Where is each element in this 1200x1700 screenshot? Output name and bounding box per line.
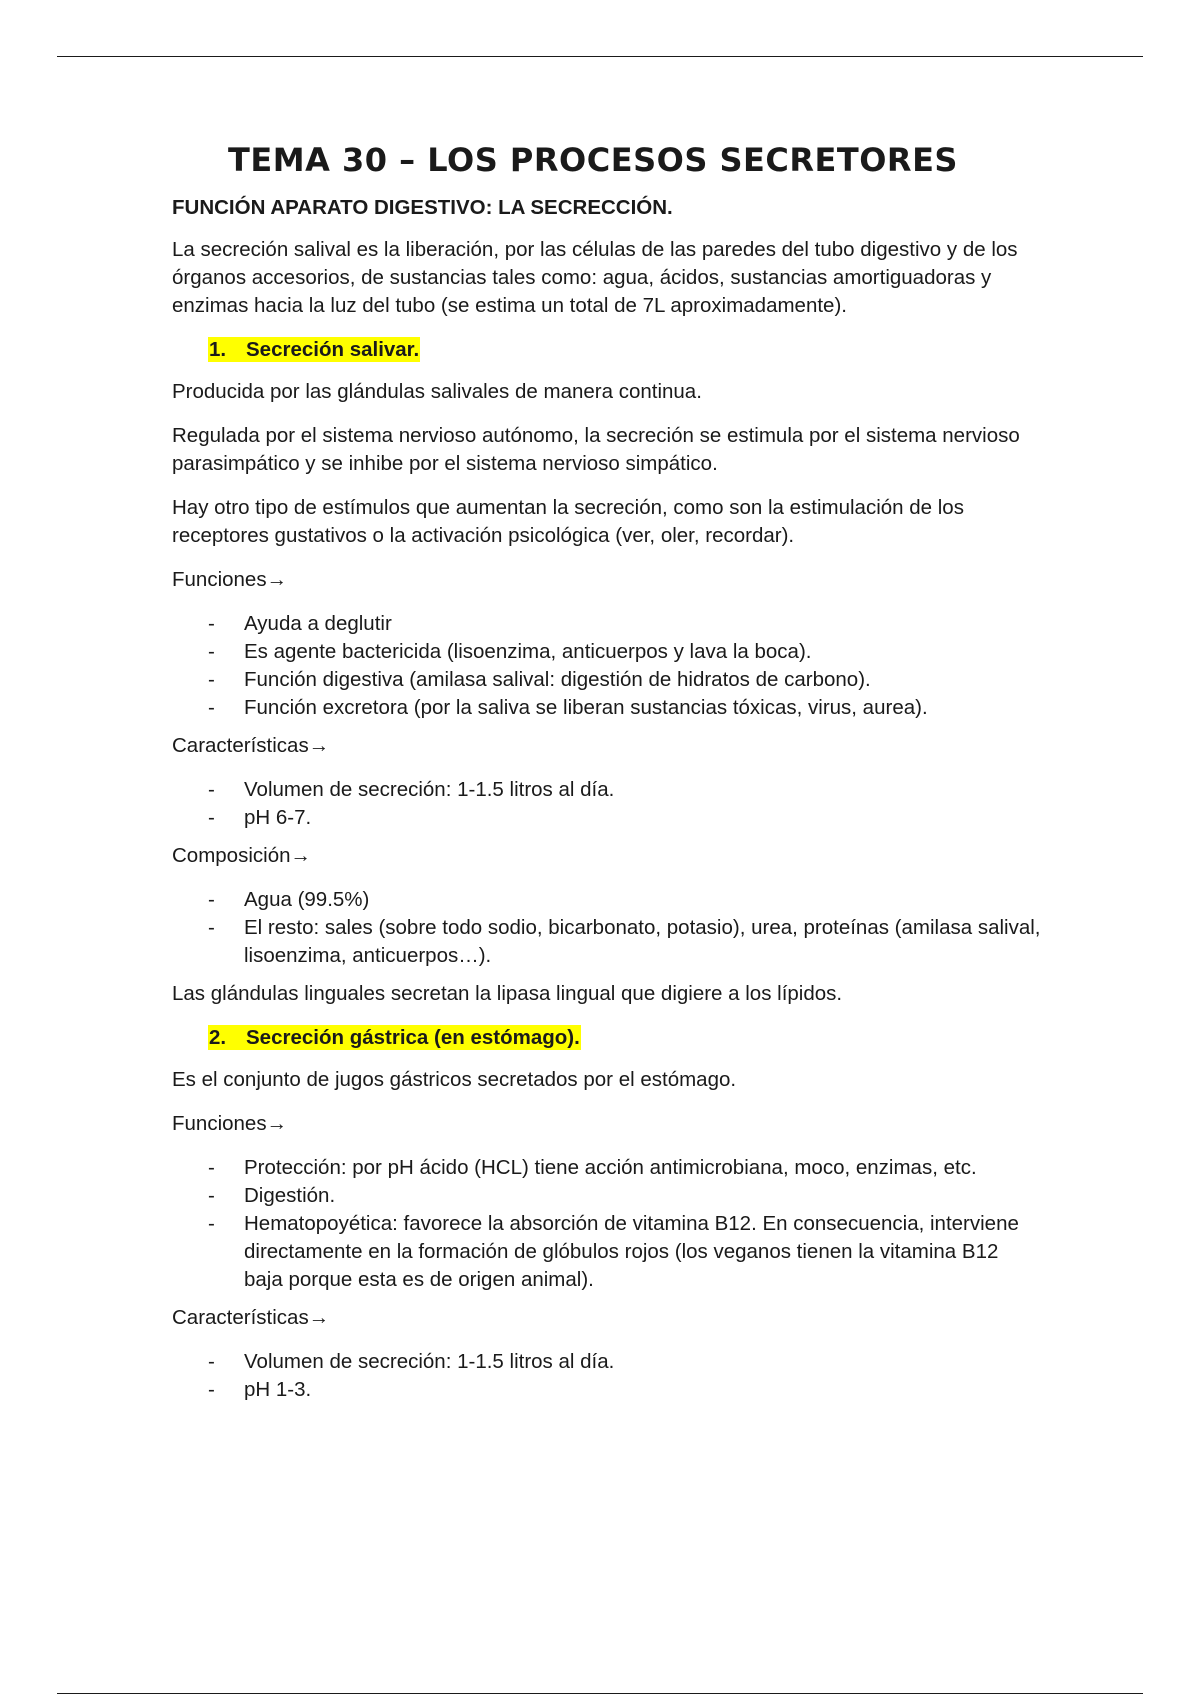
dash-bullet: - bbox=[208, 1184, 215, 1207]
list-item: - Protección: por pH ácido (HCL) tiene acción antimicrobiana, moco, enzimas, etc. bbox=[172, 1154, 1042, 1182]
footer-rule bbox=[57, 1693, 1143, 1694]
funciones-list bbox=[172, 610, 1042, 722]
paragraph: Es el conjunto de jugos gástricos secretados por el estómago. bbox=[172, 1068, 737, 1091]
list-item: - Función excretora (por la saliva se liberan sustancias tóxicas, virus, aurea). bbox=[172, 694, 1042, 722]
list-item: - Agua (99.5%) bbox=[172, 886, 1042, 914]
header-rule bbox=[57, 56, 1143, 57]
funciones-label: Funciones→ bbox=[172, 1112, 288, 1135]
section-title: Secreción gástrica (en estómago). bbox=[246, 1026, 580, 1049]
caracteristicas-list bbox=[172, 776, 1042, 832]
list-item: - Función digestiva (amilasa salival: digestión de hidratos de carbono). bbox=[172, 666, 1042, 694]
caracteristicas-list bbox=[172, 1348, 1042, 1404]
dash-bullet: - bbox=[208, 888, 215, 911]
list-item: - pH 1-3. bbox=[172, 1376, 1042, 1404]
dash-bullet: - bbox=[208, 1156, 215, 1179]
composicion-label: Composición→ bbox=[172, 844, 311, 867]
dash-bullet: - bbox=[208, 778, 215, 801]
section-heading-salivar bbox=[208, 336, 1042, 364]
page-title: TEMA 30 – LOS PROCESOS SECRETORES bbox=[228, 141, 958, 179]
dash-bullet: - bbox=[208, 1378, 215, 1401]
section-subtitle: FUNCIÓN APARATO DIGESTIVO: LA SECRECCIÓN. bbox=[172, 196, 673, 219]
caracteristicas-label: Características→ bbox=[172, 734, 330, 757]
dash-bullet: - bbox=[208, 696, 215, 719]
closing-paragraph: Las glándulas linguales secretan la lipasa lingual que digiere a los lípidos. bbox=[172, 982, 843, 1005]
list-item: - Es agente bactericida (lisoenzima, anticuerpos y lava la boca). bbox=[172, 638, 1042, 666]
list-item: - El resto: sales (sobre todo sodio, bicarbonato, potasio), urea, proteínas (amilasa salival, lisoenzima, anticuerpos…). bbox=[208, 916, 1041, 967]
list-item: - pH 6-7. bbox=[172, 804, 1042, 832]
highlight bbox=[208, 1025, 581, 1050]
funciones-list bbox=[172, 1154, 1042, 1294]
section-title: Secreción salivar. bbox=[246, 338, 420, 361]
dash-bullet: - bbox=[208, 1350, 215, 1373]
dash-bullet: - bbox=[208, 916, 215, 939]
dash-bullet: - bbox=[208, 1212, 215, 1235]
section-number: 2. bbox=[209, 1026, 227, 1049]
dash-bullet: - bbox=[208, 668, 215, 691]
caracteristicas-label: Características→ bbox=[172, 1306, 330, 1329]
document-body bbox=[172, 138, 1042, 1414]
paragraph: Regulada por el sistema nervioso autónomo, la secreción se estimula por el sistema nervioso parasimpático y se inhibe por el sistema nervioso simpático. bbox=[172, 424, 1020, 475]
highlight bbox=[208, 337, 420, 362]
paragraph: Hay otro tipo de estímulos que aumentan la secreción, como son la estimulación de los receptores gustativos o la activación psicológica (ver, oler, recordar). bbox=[172, 496, 964, 547]
list-item: - Volumen de secreción: 1-1.5 litros al día. bbox=[172, 1348, 1042, 1376]
composicion-list bbox=[172, 886, 1042, 970]
list-item: - Ayuda a deglutir bbox=[172, 610, 1042, 638]
dash-bullet: - bbox=[208, 612, 215, 635]
list-item: - Volumen de secreción: 1-1.5 litros al día. bbox=[172, 776, 1042, 804]
dash-bullet: - bbox=[208, 640, 215, 663]
paragraph: Producida por las glándulas salivales de manera continua. bbox=[172, 380, 702, 403]
funciones-label: Funciones→ bbox=[172, 568, 288, 591]
intro-paragraph: La secreción salival es la liberación, por las células de las paredes del tubo digestivo y de los órganos accesorios, de sustancias tales como: agua, ácidos, sustancias amortiguadoras y enzimas hacia la luz del tubo (se estima un total de 7L aproximadamente). bbox=[172, 238, 1018, 317]
section-number: 1. bbox=[209, 338, 227, 361]
list-item: - Hematopoyética: favorece la absorción de vitamina B12. En consecuencia, interviene directamente en la formación de glóbulos rojos (los veganos tienen la vitamina B12 baja porque esta es de origen animal). bbox=[208, 1212, 1019, 1291]
list-item: - Digestión. bbox=[172, 1182, 1042, 1210]
dash-bullet: - bbox=[208, 806, 215, 829]
section-heading-gastrica bbox=[208, 1024, 1042, 1052]
